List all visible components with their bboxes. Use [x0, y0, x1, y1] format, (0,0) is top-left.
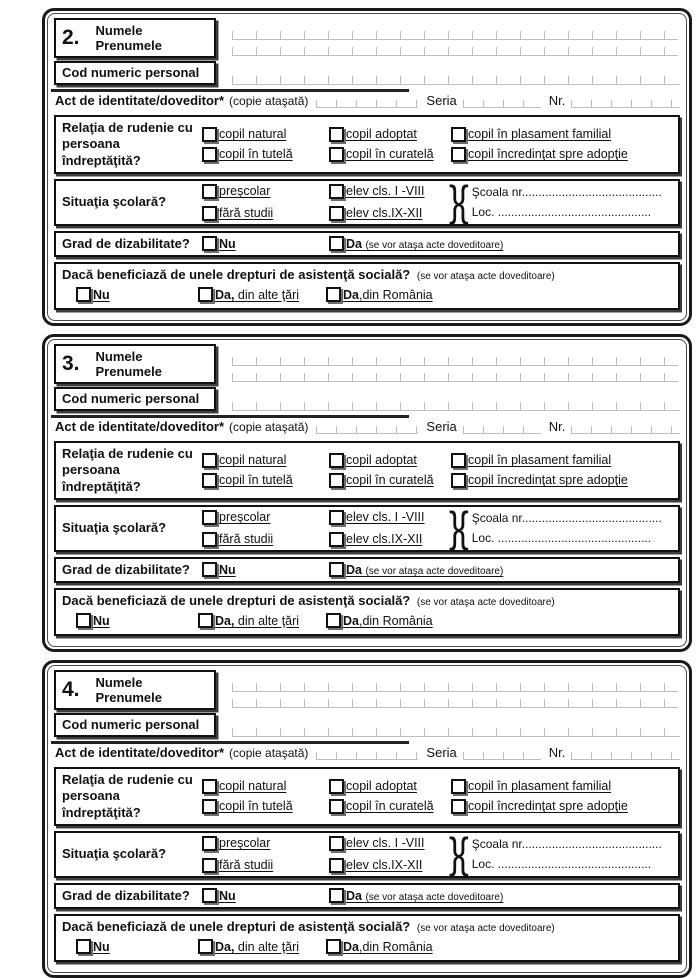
checkbox-prescolar[interactable] [202, 184, 217, 199]
label-nr: Nr. [548, 419, 566, 434]
relation-options [202, 779, 672, 814]
schooling-question: Situaţia şcolară? [62, 520, 167, 536]
option-prescolar [202, 510, 329, 525]
option-copil-natural [202, 453, 329, 468]
option-elev-9-12 [329, 206, 449, 221]
cnp-label-box [54, 61, 216, 85]
scoala-nr-line[interactable]: Şcoala nr.......................................... [471, 837, 662, 852]
schooling-options-col2 [329, 184, 449, 221]
assistance-row [54, 588, 680, 636]
option-elev-9-12 [329, 532, 449, 547]
option-disability-da [329, 562, 503, 577]
label-elev-1-8: elev cls. I -VIII [346, 184, 425, 199]
checkbox-incredintat-adoptie[interactable] [451, 473, 466, 488]
disability-row [54, 883, 680, 909]
cnp-row [54, 387, 680, 411]
option-assistance-da-romania [326, 939, 433, 954]
form-section [42, 660, 692, 978]
loc-line[interactable]: Loc. .............................................. [471, 857, 652, 872]
label-plasament-familial: copil în plasament familial [468, 453, 612, 468]
nr-input-cells[interactable] [571, 747, 680, 760]
checkbox-incredintat-adoptie[interactable] [451, 147, 466, 162]
cnp-row [54, 61, 680, 85]
assistance-row [54, 262, 680, 310]
section-number: 4. [62, 678, 80, 701]
option-fara-studii [202, 858, 329, 873]
act-row [54, 742, 680, 763]
option-assistance-da-romania [326, 287, 433, 302]
option-disability-da [329, 236, 503, 251]
name-labels [96, 674, 162, 706]
label-plasament-familial: copil în plasament familial [468, 127, 612, 142]
act-row [54, 416, 680, 437]
name-label-box [54, 670, 216, 710]
label-elev-1-8: elev cls. I -VIII [346, 510, 425, 525]
option-plasament-familial [451, 453, 672, 468]
assistance-question-text: Dacă beneficiază de unele drepturi de asistenţă socială? [62, 919, 411, 934]
label-fara-studii: fără studii [219, 206, 274, 221]
checkbox-copil-adoptat[interactable] [329, 779, 344, 794]
brace-icon: }{ [449, 177, 466, 226]
name-labels [96, 348, 162, 380]
checkbox-disability-da[interactable] [329, 236, 344, 251]
label-copil-curatela: copil în curatelă [346, 799, 434, 814]
checkbox-assistance-da-alte-tari[interactable] [198, 939, 213, 954]
schooling-options-col2 [329, 836, 449, 873]
checkbox-disability-da[interactable] [329, 562, 344, 577]
relation-question-line1: Relaţia de rudenie cu [62, 120, 193, 135]
schooling-question: Situaţia şcolară? [62, 846, 167, 862]
label-disability-da: Da [346, 236, 362, 251]
checkbox-assistance-nu[interactable] [76, 939, 91, 954]
option-copil-curatela [329, 799, 451, 814]
assistance-options [62, 287, 672, 302]
relation-options [202, 453, 672, 488]
label-fara-studii: fără studii [219, 858, 274, 873]
checkbox-fara-studii[interactable] [202, 206, 217, 221]
cnp-input-cells[interactable] [232, 723, 680, 737]
option-plasament-familial [451, 779, 672, 794]
option-copil-curatela [329, 147, 451, 162]
checkbox-fara-studii[interactable] [202, 858, 217, 873]
option-copil-natural [202, 127, 329, 142]
checkbox-assistance-da-romania[interactable] [326, 939, 341, 954]
name-labels [96, 22, 162, 54]
label-cnp: Cod numeric personal [62, 391, 200, 406]
label-disability-nu: Nu [219, 562, 236, 577]
relation-question [62, 772, 202, 821]
checkbox-plasament-familial[interactable] [451, 779, 466, 794]
schooling-options-col1 [202, 836, 329, 873]
name-label-box [54, 344, 216, 384]
relation-row [54, 115, 680, 174]
form-section [42, 8, 692, 326]
checkbox-copil-tutela[interactable] [202, 799, 217, 814]
option-fara-studii [202, 206, 329, 221]
checkbox-assistance-nu[interactable] [76, 287, 91, 302]
option-disability-nu [202, 888, 329, 903]
label-elev-9-12: elev cls.IX-XII [346, 858, 423, 873]
checkbox-copil-natural[interactable] [202, 127, 217, 142]
label-disability-nu: Nu [219, 236, 236, 251]
label-incredintat-adoptie: copil încredinţat spre adopţie [468, 473, 628, 488]
label-assistance-da-romania: Da,din România [343, 613, 433, 628]
schooling-options-col2 [329, 510, 449, 547]
checkbox-plasament-familial[interactable] [451, 127, 466, 142]
label-assistance-da-romania: Da,din România [343, 939, 433, 954]
label-assistance-da-alte-tari: Da, din alte ţări [215, 287, 300, 302]
option-copil-curatela [329, 473, 451, 488]
checkbox-elev-1-8[interactable] [329, 510, 344, 525]
disability-question: Grad de dizabilitate? [62, 887, 190, 903]
label-fara-studii: fără studii [219, 532, 274, 547]
assistance-question [62, 267, 672, 282]
option-assistance-da-alte-tari [198, 287, 326, 302]
label-disability-da-note: (se vor ataşa acte doveditoare) [365, 565, 504, 577]
nr-input-cells[interactable] [571, 421, 680, 434]
school-lines [472, 511, 672, 545]
relation-question-line1: Relaţia de rudenie cu [62, 446, 193, 461]
school-lines [472, 185, 672, 219]
cnp-label-box [54, 387, 216, 411]
disability-question: Grad de dizabilitate? [62, 561, 190, 577]
label-act-note: (copie ataşată) [229, 420, 309, 434]
option-assistance-da-romania [326, 613, 433, 628]
schooling-question: Situaţia şcolară? [62, 194, 167, 210]
checkbox-copil-natural[interactable] [202, 453, 217, 468]
name-row [54, 18, 680, 58]
label-cnp: Cod numeric personal [62, 65, 200, 80]
checkbox-copil-curatela[interactable] [329, 799, 344, 814]
label-prenumele: Prenumele [95, 364, 162, 379]
label-assistance-da-alte-tari: Da, din alte ţări [215, 939, 300, 954]
checkbox-elev-9-12[interactable] [329, 858, 344, 873]
option-disability-da [329, 888, 503, 903]
label-prenumele: Prenumele [95, 690, 162, 705]
label-copil-adoptat: copil adoptat [346, 453, 417, 468]
checkbox-copil-adoptat[interactable] [329, 127, 344, 142]
label-prenumele: Prenumele [95, 38, 162, 53]
label-assistance-da-romania: Da,din România [343, 287, 433, 302]
label-seria: Seria [426, 745, 457, 760]
option-assistance-da-alte-tari [198, 613, 326, 628]
disability-row [54, 231, 680, 257]
checkbox-assistance-da-romania[interactable] [326, 287, 341, 302]
assistance-options [62, 613, 672, 628]
label-disability-da-note: (se vor ataşa acte doveditoare) [365, 239, 504, 251]
cnp-input-cells[interactable] [232, 71, 680, 85]
label-elev-9-12: elev cls.IX-XII [346, 532, 423, 547]
option-copil-tutela [202, 473, 329, 488]
label-prescolar: preşcolar [219, 510, 271, 525]
option-copil-adoptat [329, 453, 451, 468]
seria-input-cells[interactable] [463, 95, 541, 108]
label-seria: Seria [426, 419, 457, 434]
disability-row [54, 557, 680, 583]
relation-question-line2: persoana îndreptăţită? [62, 462, 141, 494]
option-disability-nu [202, 236, 329, 251]
label-assistance-nu: Nu [93, 287, 110, 302]
label-assistance-nu: Nu [93, 613, 110, 628]
label-copil-natural: copil natural [219, 453, 287, 468]
act-row [54, 90, 680, 111]
checkbox-prescolar[interactable] [202, 836, 217, 851]
relation-row [54, 767, 680, 826]
label-disability-da: Da [346, 888, 362, 903]
form-section-inner [47, 339, 687, 647]
section-number: 2. [62, 26, 80, 49]
label-act: Act de identitate/doveditor* [55, 419, 225, 434]
checkbox-copil-natural[interactable] [202, 779, 217, 794]
option-copil-adoptat [329, 127, 451, 142]
form-section-inner [47, 13, 687, 321]
checkbox-copil-curatela[interactable] [329, 147, 344, 162]
checkbox-copil-adoptat[interactable] [329, 453, 344, 468]
label-incredintat-adoptie: copil încredinţat spre adopţie [468, 147, 628, 162]
relation-question [62, 446, 202, 495]
checkbox-plasament-familial[interactable] [451, 453, 466, 468]
label-copil-adoptat: copil adoptat [346, 127, 417, 142]
checkbox-elev-9-12[interactable] [329, 532, 344, 547]
option-elev-9-12 [329, 858, 449, 873]
label-cnp: Cod numeric personal [62, 717, 200, 732]
scoala-nr-line[interactable]: Şcoala nr.......................................... [471, 511, 662, 526]
schooling-options-col1 [202, 184, 329, 221]
act-input-cells[interactable] [316, 747, 418, 760]
name-row [54, 670, 680, 710]
option-elev-1-8 [329, 184, 449, 199]
label-plasament-familial: copil în plasament familial [468, 779, 612, 794]
seria-input-cells[interactable] [463, 747, 541, 760]
assistance-row [54, 914, 680, 962]
brace-icon: }{ [449, 503, 466, 552]
assistance-question [62, 919, 672, 934]
option-copil-natural [202, 779, 329, 794]
option-elev-1-8 [329, 510, 449, 525]
option-prescolar [202, 836, 329, 851]
relation-question-line2: persoana îndreptăţită? [62, 136, 141, 168]
checkbox-assistance-nu[interactable] [76, 613, 91, 628]
relation-question [62, 120, 202, 169]
label-disability-da-note: (se vor ataşa acte doveditoare) [365, 891, 504, 903]
option-copil-tutela [202, 799, 329, 814]
option-assistance-da-alte-tari [198, 939, 326, 954]
prenumele-input-cells[interactable] [232, 368, 678, 382]
label-copil-tutela: copil în tutelă [219, 473, 293, 488]
assistance-question-note: (se vor ataşa acte doveditoare) [416, 923, 555, 934]
form-sections [42, 8, 692, 978]
assistance-question-note: (se vor ataşa acte doveditoare) [416, 597, 555, 608]
label-act-note: (copie ataşată) [229, 94, 309, 108]
checkbox-copil-tutela[interactable] [202, 147, 217, 162]
act-input-cells[interactable] [316, 95, 418, 108]
name-comb-fields [232, 344, 680, 384]
checkbox-incredintat-adoptie[interactable] [451, 799, 466, 814]
checkbox-assistance-da-alte-tari[interactable] [198, 613, 213, 628]
form-section-inner [47, 665, 687, 973]
form-section [42, 334, 692, 652]
checkbox-disability-da[interactable] [329, 888, 344, 903]
checkbox-copil-curatela[interactable] [329, 473, 344, 488]
option-plasament-familial [451, 127, 672, 142]
nr-input-cells[interactable] [571, 95, 680, 108]
label-assistance-da-alte-tari: Da, din alte ţări [215, 613, 300, 628]
label-seria: Seria [426, 93, 457, 108]
label-nr: Nr. [548, 93, 566, 108]
checkbox-fara-studii[interactable] [202, 532, 217, 547]
label-elev-9-12: elev cls.IX-XII [346, 206, 423, 221]
label-disability-nu: Nu [219, 888, 236, 903]
prenumele-input-cells[interactable] [232, 694, 678, 708]
numele-input-cells[interactable] [232, 26, 678, 40]
assistance-question [62, 593, 672, 608]
brace-icon: }{ [449, 829, 466, 878]
option-disability-nu [202, 562, 329, 577]
cnp-row [54, 713, 680, 737]
assistance-question-text: Dacă beneficiază de unele drepturi de asistenţă socială? [62, 267, 411, 282]
numele-input-cells[interactable] [232, 352, 678, 366]
schooling-options-col1 [202, 510, 329, 547]
label-copil-adoptat: copil adoptat [346, 779, 417, 794]
label-copil-curatela: copil în curatelă [346, 473, 434, 488]
checkbox-prescolar[interactable] [202, 510, 217, 525]
label-copil-natural: copil natural [219, 779, 287, 794]
label-copil-tutela: copil în tutelă [219, 799, 293, 814]
label-prescolar: preşcolar [219, 184, 271, 199]
checkbox-disability-nu[interactable] [202, 236, 217, 251]
checkbox-assistance-da-alte-tari[interactable] [198, 287, 213, 302]
act-input-cells[interactable] [316, 421, 418, 434]
relation-row [54, 441, 680, 500]
label-incredintat-adoptie: copil încredinţat spre adopţie [468, 799, 628, 814]
label-copil-curatela: copil în curatelă [346, 147, 434, 162]
checkbox-disability-nu[interactable] [202, 888, 217, 903]
label-prescolar: preşcolar [219, 836, 271, 851]
schooling-row [54, 831, 680, 878]
label-copil-natural: copil natural [219, 127, 287, 142]
option-fara-studii [202, 532, 329, 547]
label-numele: Numele [95, 349, 143, 364]
label-copil-tutela: copil în tutelă [219, 147, 293, 162]
checkbox-disability-nu[interactable] [202, 562, 217, 577]
option-incredintat-adoptie [451, 799, 672, 814]
option-assistance-nu [76, 287, 198, 302]
option-copil-tutela [202, 147, 329, 162]
loc-line[interactable]: Loc. .............................................. [471, 531, 652, 546]
option-incredintat-adoptie [451, 147, 672, 162]
assistance-options [62, 939, 672, 954]
label-numele: Numele [95, 23, 143, 38]
option-assistance-nu [76, 613, 198, 628]
relation-options [202, 127, 672, 162]
seria-input-cells[interactable] [463, 421, 541, 434]
label-act-note: (copie ataşată) [229, 746, 309, 760]
schooling-row [54, 505, 680, 552]
label-disability-da: Da [346, 562, 362, 577]
school-lines [472, 837, 672, 871]
option-elev-1-8 [329, 836, 449, 851]
name-row [54, 344, 680, 384]
relation-question-line1: Relaţia de rudenie cu [62, 772, 193, 787]
label-act: Act de identitate/doveditor* [55, 93, 225, 108]
numele-input-cells[interactable] [232, 678, 678, 692]
schooling-row [54, 179, 680, 226]
section-number: 3. [62, 352, 80, 375]
option-incredintat-adoptie [451, 473, 672, 488]
checkbox-elev-1-8[interactable] [329, 836, 344, 851]
checkbox-elev-9-12[interactable] [329, 206, 344, 221]
label-act: Act de identitate/doveditor* [55, 745, 225, 760]
option-assistance-nu [76, 939, 198, 954]
option-prescolar [202, 184, 329, 199]
cnp-label-box [54, 713, 216, 737]
label-assistance-nu: Nu [93, 939, 110, 954]
relation-question-line2: persoana îndreptăţită? [62, 788, 141, 820]
option-copil-adoptat [329, 779, 451, 794]
label-numele: Numele [95, 675, 143, 690]
label-nr: Nr. [548, 745, 566, 760]
assistance-question-text: Dacă beneficiază de unele drepturi de asistenţă socială? [62, 593, 411, 608]
loc-line[interactable]: Loc. .............................................. [471, 205, 652, 220]
disability-question: Grad de dizabilitate? [62, 235, 190, 251]
name-comb-fields [232, 18, 680, 58]
checkbox-assistance-da-romania[interactable] [326, 613, 341, 628]
prenumele-input-cells[interactable] [232, 42, 678, 56]
scoala-nr-line[interactable]: Şcoala nr.......................................... [471, 185, 662, 200]
cnp-input-cells[interactable] [232, 397, 680, 411]
name-label-box [54, 18, 216, 58]
checkbox-copil-tutela[interactable] [202, 473, 217, 488]
label-elev-1-8: elev cls. I -VIII [346, 836, 425, 851]
checkbox-elev-1-8[interactable] [329, 184, 344, 199]
name-comb-fields [232, 670, 680, 710]
assistance-question-note: (se vor ataşa acte doveditoare) [416, 271, 555, 282]
